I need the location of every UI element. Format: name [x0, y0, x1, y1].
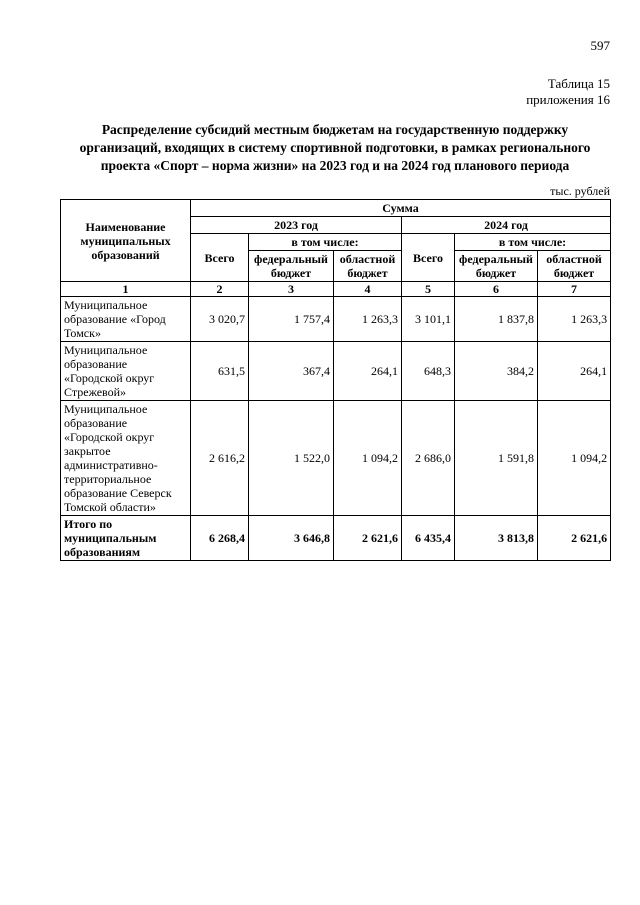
- subsidy-table: [60, 199, 611, 561]
- column-number-row: [61, 282, 611, 297]
- column-number: 3: [249, 282, 334, 297]
- value-regional-2023: 1 263,3: [334, 297, 402, 342]
- title-line-3: проекта «Спорт – норма жизни» на 2023 год и на 2024 год планового периода: [100, 158, 570, 173]
- table-reference-line-2: приложения 16: [526, 92, 610, 107]
- header-regional-2024: областной бюджет: [538, 251, 611, 282]
- total-regional-2024: 2 621,6: [538, 516, 611, 561]
- value-federal-2023: 367,4: [249, 342, 334, 401]
- value-regional-2023: 1 094,2: [334, 401, 402, 516]
- municipality-name: Муниципальное образование «Городской округ Стрежевой»: [61, 342, 191, 401]
- municipality-name: Муниципальное образование «Городской округ закрытое административно-территориальное образование Северск Томской области»: [61, 401, 191, 516]
- value-federal-2023: 1 522,0: [249, 401, 334, 516]
- title-line-1: Распределение субсидий местным бюджетам на государственную поддержку: [101, 122, 569, 137]
- table-reference: [526, 76, 610, 108]
- header-municipality-name: Наименование муниципальных образований: [61, 200, 191, 282]
- header-federal-2023: федеральный бюджет: [249, 251, 334, 282]
- column-number: 7: [538, 282, 611, 297]
- municipality-name: Муниципальное образование «Город Томск»: [61, 297, 191, 342]
- value-total-2023: 3 020,7: [191, 297, 249, 342]
- value-federal-2024: 1 837,8: [455, 297, 538, 342]
- header-year-2024: 2024 год: [402, 217, 611, 234]
- column-number: 4: [334, 282, 402, 297]
- value-total-2023: 631,5: [191, 342, 249, 401]
- total-regional-2023: 2 621,6: [334, 516, 402, 561]
- header-including-2023: в том числе:: [249, 234, 402, 251]
- table-row: [61, 297, 611, 342]
- table-reference-line-1: Таблица 15: [547, 76, 610, 91]
- header-regional-2023: областной бюджет: [334, 251, 402, 282]
- value-regional-2024: 1 094,2: [538, 401, 611, 516]
- value-federal-2024: 384,2: [455, 342, 538, 401]
- total-federal-2023: 3 646,8: [249, 516, 334, 561]
- value-federal-2024: 1 591,8: [455, 401, 538, 516]
- value-total-2023: 2 616,2: [191, 401, 249, 516]
- header-sum: Сумма: [191, 200, 611, 217]
- header-row-1: [61, 200, 611, 217]
- header-total-2023: Всего: [191, 234, 249, 282]
- total-row: [61, 516, 611, 561]
- header-including-2024: в том числе:: [455, 234, 611, 251]
- column-number: 5: [402, 282, 455, 297]
- table-row: [61, 342, 611, 401]
- value-regional-2024: 1 263,3: [538, 297, 611, 342]
- total-value-2024: 6 435,4: [402, 516, 455, 561]
- column-number: 1: [61, 282, 191, 297]
- title-line-2: организаций, входящих в систему спортивной подготовки, в рамках регионального: [79, 140, 591, 155]
- value-total-2024: 3 101,1: [402, 297, 455, 342]
- value-federal-2023: 1 757,4: [249, 297, 334, 342]
- document-title: [60, 121, 610, 175]
- value-total-2024: 2 686,0: [402, 401, 455, 516]
- value-regional-2024: 264,1: [538, 342, 611, 401]
- header-federal-2024: федеральный бюджет: [455, 251, 538, 282]
- header-total-2024: Всего: [402, 234, 455, 282]
- column-number: 2: [191, 282, 249, 297]
- total-value-2023: 6 268,4: [191, 516, 249, 561]
- table-row: [61, 401, 611, 516]
- value-regional-2023: 264,1: [334, 342, 402, 401]
- unit-note: тыс. рублей: [550, 184, 610, 198]
- value-total-2024: 648,3: [402, 342, 455, 401]
- total-label: Итого по муниципальным образованиям: [61, 516, 191, 561]
- total-federal-2024: 3 813,8: [455, 516, 538, 561]
- header-year-2023: 2023 год: [191, 217, 402, 234]
- page-number: 597: [590, 38, 610, 53]
- column-number: 6: [455, 282, 538, 297]
